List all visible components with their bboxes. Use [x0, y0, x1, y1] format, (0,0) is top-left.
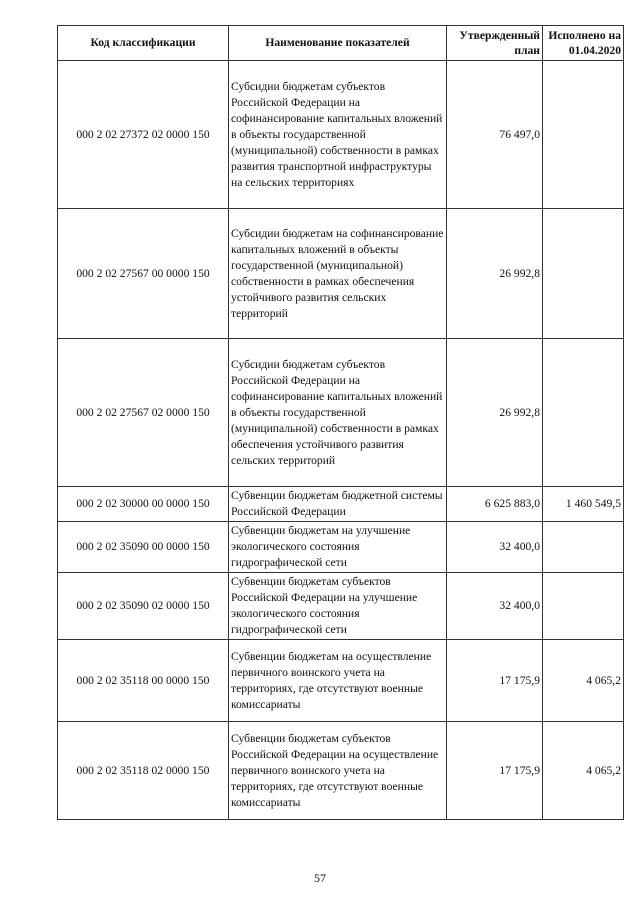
row-executed	[543, 61, 624, 209]
header-executed: Исполнено на 01.04.2020	[543, 26, 624, 61]
row-plan: 17 175,9	[447, 640, 543, 722]
row-name: Субсидии бюджетам субъектов Российской Федерации на софинансирование капитальных вложений в объекты государственной (муниципальной) собственности в рамках развития транспортной инфраструктуры на сельских территориях	[229, 61, 447, 209]
table-row	[58, 522, 624, 573]
header-plan: Утвержденный план	[447, 26, 543, 61]
table-row	[58, 487, 624, 522]
table-row	[58, 209, 624, 339]
row-executed: 1 460 549,5	[543, 487, 624, 522]
table-row	[58, 61, 624, 209]
table-row	[58, 640, 624, 722]
table-row	[58, 573, 624, 640]
table-header-row	[58, 26, 624, 61]
page-number: 57	[314, 871, 326, 885]
row-code: 000 2 02 30000 00 0000 150	[58, 487, 229, 522]
row-executed	[543, 339, 624, 487]
row-executed: 4 065,2	[543, 722, 624, 820]
row-code: 000 2 02 27372 02 0000 150	[58, 61, 229, 209]
row-executed: 4 065,2	[543, 640, 624, 722]
row-code: 000 2 02 27567 02 0000 150	[58, 339, 229, 487]
row-name: Субсидии бюджетам на софинансирование капитальных вложений в объекты государственной (муниципальной) собственности в рамках обеспечения устойчивого развития сельских территорий	[229, 209, 447, 339]
row-name: Субвенции бюджетам субъектов Российской Федерации на осуществление первичного воинского учета на территориях, где отсутствуют военные комиссариаты	[229, 722, 447, 820]
header-code: Код классификации	[58, 26, 229, 61]
table-row	[58, 722, 624, 820]
row-code: 000 2 02 35090 00 0000 150	[58, 522, 229, 573]
row-plan: 26 992,8	[447, 339, 543, 487]
row-plan: 32 400,0	[447, 522, 543, 573]
row-code: 000 2 02 35118 02 0000 150	[58, 722, 229, 820]
row-executed	[543, 522, 624, 573]
table-row	[58, 339, 624, 487]
row-code: 000 2 02 35118 00 0000 150	[58, 640, 229, 722]
header-name: Наименование показателей	[229, 26, 447, 61]
row-name: Субвенции бюджетам на улучшение экологического состояния гидрографической сети	[229, 522, 447, 573]
row-plan: 32 400,0	[447, 573, 543, 640]
row-name: Субсидии бюджетам субъектов Российской Федерации на софинансирование капитальных вложений в объекты государственной (муниципальной) собственности в рамках обеспечения устойчивого развития сельских территорий	[229, 339, 447, 487]
row-plan: 6 625 883,0	[447, 487, 543, 522]
budget-table	[57, 25, 624, 820]
row-code: 000 2 02 27567 00 0000 150	[58, 209, 229, 339]
row-name: Субвенции бюджетам на осуществление первичного воинского учета на территориях, где отсутствуют военные комиссариаты	[229, 640, 447, 722]
row-code: 000 2 02 35090 02 0000 150	[58, 573, 229, 640]
row-name: Субвенции бюджетам бюджетной системы Российской Федерации	[229, 487, 447, 522]
row-plan: 76 497,0	[447, 61, 543, 209]
row-name: Субвенции бюджетам субъектов Российской Федерации на улучшение экологического состояния гидрографической сети	[229, 573, 447, 640]
row-plan: 17 175,9	[447, 722, 543, 820]
row-plan: 26 992,8	[447, 209, 543, 339]
row-executed	[543, 209, 624, 339]
row-executed	[543, 573, 624, 640]
